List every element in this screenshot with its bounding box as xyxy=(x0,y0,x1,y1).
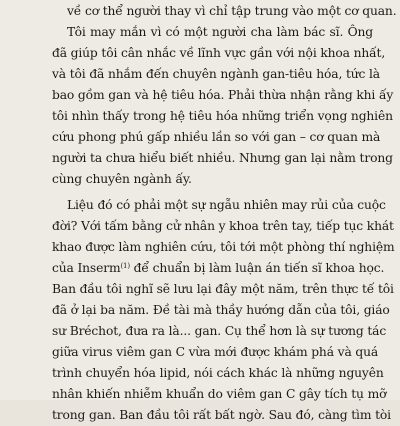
body-text xyxy=(52,1,397,426)
text-line: cùng chuyên ngành ấy. xyxy=(52,172,192,186)
text-line: khao được làm nghiên cứu, tôi tới một phòng thí nghiệm xyxy=(52,240,395,254)
text-line: Ban đầu tôi nghĩ sẽ lưu lại đây một năm, trên thực tế tôi xyxy=(52,282,394,296)
text-line: sư Bréchot, đưa ra là... gan. Cụ thể hơn là sự tương tác xyxy=(52,324,387,338)
text-line: Liệu đó có phải một sự ngẫu nhiên may rủi của cuộc xyxy=(67,198,386,212)
text-line: đã giúp tôi cân nhắc về lĩnh vực gần với nội khoa nhất, xyxy=(52,46,386,60)
text-line: Tôi may mắn vì có một người cha làm bác sĩ. Ông xyxy=(67,25,373,39)
text-line: nhân khiến nhiễm khuẩn do viêm gan C gây tích tụ mỡ xyxy=(52,387,387,401)
footnote-marker[interactable]: (1) xyxy=(120,262,130,270)
text-line: giữa virus viêm gan C vừa mới được khám phá và quá xyxy=(52,345,379,359)
text-line: tôi nhìn thấy trong hệ tiêu hóa những triển vọng nghiên xyxy=(52,109,393,123)
text-line: người ta chưa hiểu biết nhiều. Nhưng gan lại nằm trong xyxy=(52,151,393,165)
text-line: trình chuyển hóa lipid, nói cách khác là những nguyên xyxy=(52,366,384,380)
text-line: bao gồm gan và hệ tiêu hóa. Phải thừa nhận rằng khi ấy xyxy=(52,88,394,102)
text-line-with-footnote xyxy=(52,258,385,279)
text-line: đã ở lại ba năm. Đề tài mà thầy hướng dẫn của tôi, giáo xyxy=(52,303,390,317)
text-line: cứu phong phú gấp nhiều lần so với gan – cơ quan mà xyxy=(52,130,381,144)
text-line: trong gan. Ban đầu tôi rất bất ngờ. Sau đó, càng tìm tòi xyxy=(52,408,391,422)
text-line: đời? Với tấm bằng cử nhân y khoa trên tay, tiếp tục khát xyxy=(52,219,394,233)
text-segment: của Inserm xyxy=(52,261,121,275)
text-segment: để chuẩn bị làm luận án tiến sĩ khoa học. xyxy=(129,261,385,275)
text-line: về cơ thể người thay vì chỉ tập trung vào một cơ quan. xyxy=(67,4,397,18)
text-line: và tôi đã nhắm đến chuyên ngành gan-tiêu hóa, tức là xyxy=(52,67,380,81)
